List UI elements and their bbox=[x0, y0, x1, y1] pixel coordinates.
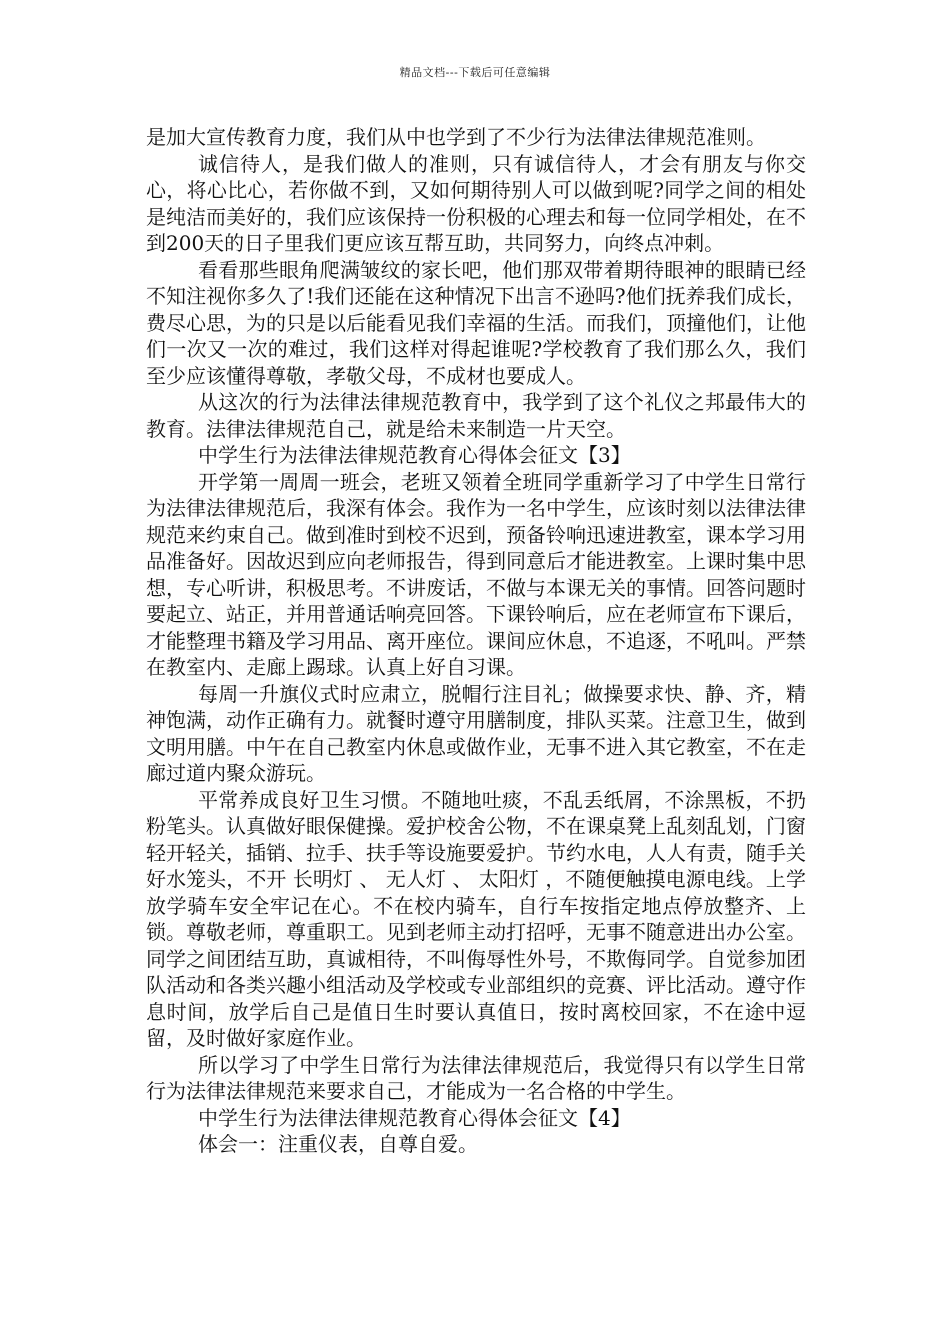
paragraph: 开学第一周周一班会，老班又领着全班同学重新学习了中学生日常行为法律法律规范后，我深有体会。我作为一名中学生，应该时刻以法律法律规范来约束自己。做到准时到校不迟到，预备铃响迅速进教室，课本学习用品准备好。因故迟到应向老师报告，得到同意后才能进教室。上课时集中思想，专心听讲，积极思考。不讲废话，不做与本课无关的事情。回答问题时要起立、站正，并用普通话响亮回答。下课铃响后，应在老师宣布下课后，才能整理书籍及学习用品、离开座位。课间应休息，不追逐，不吼叫。严禁在教室内、走廊上踢球。认真上好自习课。 bbox=[146, 469, 806, 679]
document-body bbox=[146, 124, 806, 1158]
page-header: 精品文档---下载后可任意编辑 bbox=[399, 66, 551, 79]
paragraph: 每周一升旗仪式时应肃立，脱帽行注目礼；做操要求快、静、齐，精神饱满，动作正确有力。就餐时遵守用膳制度，排队买菜。注意卫生，做到文明用膳。中午在自己教室内休息或做作业，无事不进入其它教室，不在走廊过道内聚众游玩。 bbox=[146, 681, 806, 785]
paragraph: 所以学习了中学生日常行为法律法律规范后，我觉得只有以学生日常行为法律法律规范来要求自己，才能成为一名合格的中学生。 bbox=[146, 1052, 806, 1103]
section-heading: 中学生行为法律法律规范教育心得体会征文【3】 bbox=[198, 443, 631, 467]
section-heading: 中学生行为法律法律规范教育心得体会征文【4】 bbox=[198, 1105, 631, 1130]
paragraph: 体会一：注重仪表，自尊自爱。 bbox=[198, 1132, 478, 1156]
paragraph: 是加大宣传教育力度，我们从中也学到了不少行为法律法律规范准则。 bbox=[146, 125, 766, 149]
paragraph: 从这次的行为法律法律规范教育中，我学到了这个礼仪之邦最伟大的教育。法律法律规范自己，就是给未来制造一片天空。 bbox=[146, 390, 806, 441]
paragraph: 平常养成良好卫生习惯。不随地吐痰，不乱丢纸屑，不涂黑板，不扔粉笔头。认真做好眼保健操。爱护校舍公物，不在课桌凳上乱刻乱划，门窗轻开轻关，插销、拉手、扶手等设施要爱护。节约水电，人人有责，随手关好水笼头，不开 长明灯 、 无人灯 、 太阳灯 ，不随便触摸电源电线。上学放学骑车安全牢记在心。不在校内骑车，自行车按指定地点停放整齐、上锁。尊敬老师，尊重职工。见到老师主动打招呼，无事不随意进出办公室。同学之间团结互助，真诚相待，不叫侮辱性外号，不欺侮同学。自觉参加团队活动和各类兴趣小组活动及学校或专业部组织的竞赛、评比活动。遵守作息时间，放学后自己是值日生时要认真值日，按时离校回家，不在途中逗留，及时做好家庭作业。 bbox=[146, 787, 806, 1050]
paragraph: 看看那些眼角爬满皱纹的家长吧，他们那双带着期待眼神的眼睛已经不知注视你多久了!我们还能在这种情况下出言不逊吗?他们抚养我们成长，费尽心思，为的只是以后能看见我们幸福的生活。而我们，顶撞他们，让他们一次又一次的难过，我们这样对得起谁呢?学校教育了我们那么久，我们至少应该懂得尊敬，孝敬父母，不成材也要成人。 bbox=[146, 257, 806, 388]
paragraph: 诚信待人，是我们做人的准则，只有诚信待人，才会有朋友与你交心，将心比心，若你做不到，又如何期待别人可以做到呢?同学之间的相处是纯洁而美好的，我们应该保持一份积极的心理去和每一位同学相处，在不到200天的日子里我们更应该互帮互助，共同努力，向终点冲刺。 bbox=[146, 151, 806, 255]
